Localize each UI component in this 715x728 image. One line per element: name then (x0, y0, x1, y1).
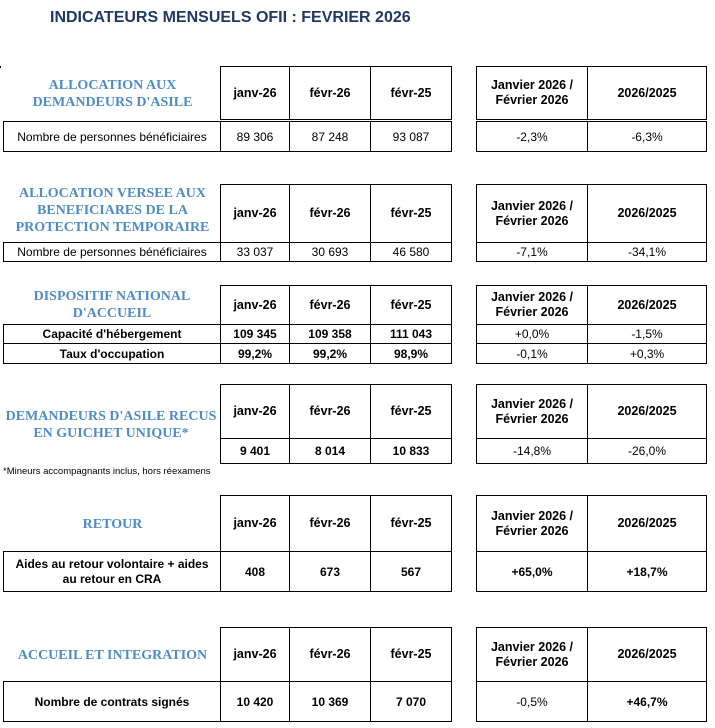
value-var-month: +0,0% (476, 324, 588, 344)
value-feb25: 46 580 (370, 242, 452, 262)
value-var-month: +65,0% (476, 551, 588, 592)
value-jan26: 10 420 (220, 681, 290, 722)
header-jan26: janv-26 (220, 495, 290, 552)
header-feb25: févr-25 (370, 495, 452, 552)
header-var-year: 2026/2025 (587, 384, 707, 439)
section-title-allocation-asile: ALLOCATION AUX DEMANDEURS D'ASILE (32, 78, 193, 110)
header-feb25: févr-25 (370, 184, 452, 243)
row-label: Capacité d'hébergement (3, 324, 221, 344)
value-var-month: -2,3% (476, 121, 588, 152)
page-title: INDICATEURS MENSUELS OFII : FEVRIER 2026 (50, 9, 411, 26)
value-var-month: -0,5% (476, 681, 588, 722)
value-var-month: -14,8% (476, 438, 588, 464)
header-jan26: janv-26 (220, 384, 290, 439)
header-feb26: févr-26 (289, 627, 371, 682)
value-var-month: -0,1% (476, 343, 588, 364)
header-var-month: Janvier 2026 / Février 2026 (476, 384, 588, 439)
value-feb25: 98,9% (370, 343, 452, 364)
section-title-dispositif-national: DISPOSITIF NATIONAL D'ACCUEIL (33, 289, 191, 321)
header-feb25: févr-25 (370, 66, 452, 120)
header-var-year: 2026/2025 (587, 184, 707, 243)
value-jan26: 9 401 (220, 438, 290, 464)
header-jan26: janv-26 (220, 66, 290, 120)
header-jan26: janv-26 (220, 627, 290, 682)
section-title-protection-temporaire: ALLOCATION VERSEE AUX BENEFICIARES DE LA PROTECTION TEMPORAIRE (15, 186, 210, 235)
header-feb26: févr-26 (289, 495, 371, 552)
value-var-year: +46,7% (587, 681, 707, 722)
row-label: Aides au retour volontaire + aides au retour en CRA (3, 551, 221, 592)
footnote: *Mineurs accompagnants inclus, hors réexamens (3, 466, 211, 477)
row-label: Nombre de personnes bénéficiaires (3, 242, 221, 262)
value-jan26: 33 037 (220, 242, 290, 262)
value-jan26: 89 306 (220, 121, 290, 152)
header-var-year: 2026/2025 (587, 627, 707, 682)
value-feb26: 8 014 (289, 438, 371, 464)
value-var-year: +0,3% (587, 343, 707, 364)
value-feb26: 109 358 (289, 324, 371, 344)
value-jan26: 408 (220, 551, 290, 592)
header-var-month: Janvier 2026 / Février 2026 (476, 184, 588, 243)
value-feb25: 10 833 (370, 438, 452, 464)
value-var-year: -6,3% (587, 121, 707, 152)
header-var-month: Janvier 2026 / Février 2026 (476, 627, 588, 682)
value-jan26: 99,2% (220, 343, 290, 364)
header-feb25: févr-25 (370, 285, 452, 325)
section-title-guichet-unique: DEMANDEURS D'ASILE RECUS EN GUICHET UNIQUE* (5, 409, 217, 441)
header-feb26: févr-26 (289, 384, 371, 439)
value-feb25: 111 043 (370, 324, 452, 344)
row-label: Nombre de personnes bénéficiaires (3, 121, 221, 152)
header-feb25: févr-25 (370, 384, 452, 439)
header-feb26: févr-26 (289, 184, 371, 243)
header-var-year: 2026/2025 (587, 285, 707, 325)
section-title-accueil-integration: ACCUEIL ET INTEGRATION (17, 648, 208, 663)
header-var-month: Janvier 2026 / Février 2026 (476, 495, 588, 552)
value-feb25: 93 087 (370, 121, 452, 152)
value-feb25: 7 070 (370, 681, 452, 722)
value-feb25: 567 (370, 551, 452, 592)
value-var-year: -34,1% (587, 242, 707, 262)
header-var-year: 2026/2025 (587, 66, 707, 120)
value-feb26: 30 693 (289, 242, 371, 262)
header-feb25: févr-25 (370, 627, 452, 682)
header-var-month: Janvier 2026 / Février 2026 (476, 285, 588, 325)
edge-mark (0, 66, 1, 68)
row-label: Taux d'occupation (3, 343, 221, 364)
value-var-year: -1,5% (587, 324, 707, 344)
row-label: Nombre de contrats signés (3, 681, 221, 722)
section-title-retour: RETOUR (82, 517, 143, 532)
header-var-year: 2026/2025 (587, 495, 707, 552)
header-jan26: janv-26 (220, 285, 290, 325)
header-feb26: févr-26 (289, 66, 371, 120)
value-feb26: 673 (289, 551, 371, 592)
header-jan26: janv-26 (220, 184, 290, 243)
value-feb26: 87 248 (289, 121, 371, 152)
value-feb26: 99,2% (289, 343, 371, 364)
value-var-year: +18,7% (587, 551, 707, 592)
value-jan26: 109 345 (220, 324, 290, 344)
value-var-month: -7,1% (476, 242, 588, 262)
header-feb26: févr-26 (289, 285, 371, 325)
header-var-month: Janvier 2026 / Février 2026 (476, 66, 588, 120)
value-feb26: 10 369 (289, 681, 371, 722)
value-var-year: -26,0% (587, 438, 707, 464)
